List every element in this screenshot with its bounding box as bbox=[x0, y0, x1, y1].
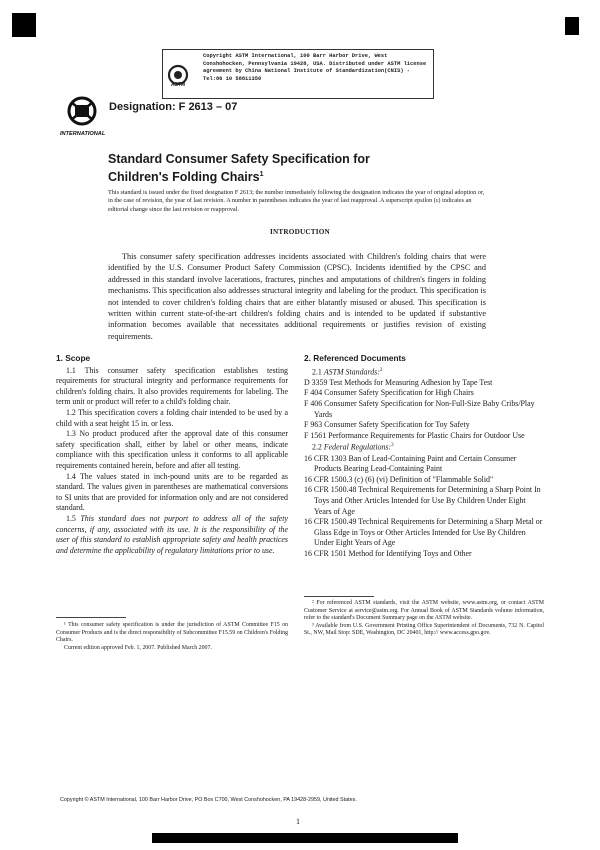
title-footnote-ref: 1 bbox=[259, 171, 264, 178]
page-footer: Copyright © ASTM International, 100 Barr Harbor Drive, PO Box C700, West Conshohocken, PA 19428-2959, United States. bbox=[60, 797, 357, 803]
astm-standards-label: ASTM Standards: bbox=[323, 367, 380, 377]
copyright-notice: Copyright ASTM International, 100 Barr Harbor Drive, West Conshohocken, Pennsylvania 19428, USA. Distributed under ASTM license agreement by China National Institute of Standardization(CNIS) - Tel:86 10 58811350 bbox=[203, 53, 427, 82]
scope-heading: 1. Scope bbox=[56, 353, 91, 363]
astm-emblem-icon bbox=[167, 62, 197, 88]
reference-item: F 1561 Performance Requirements for Plastic Chairs for Outdoor Use bbox=[304, 430, 525, 440]
scope-section bbox=[56, 353, 288, 556]
scope-paragraph-1-2: 1.2 This specification covers a folding chair intended to be used by a child with a seat height 15 in. or less. bbox=[56, 407, 288, 428]
reference-item: 16 CFR 1500.48 Technical Requirements for Determining a Sharp Point In Toys and Other Articles Intended for Use By Children Under Eight Years of Age bbox=[304, 485, 541, 516]
footnote-1: ¹ This consumer safety specification is under the jurisdiction of ASTM Committee F15 on Consumer Products and is the direct responsibility of Subcommittee F15.59 on Children's Folding Chairs. bbox=[56, 622, 288, 644]
scope-paragraph-1-4: 1.4 The values stated in inch-pound units are to be regarded as standard. The values given in parentheses are mathematical conversions to SI units that are provided for information only and are not considered standard. bbox=[56, 471, 288, 513]
emblem-text: ASTM bbox=[171, 82, 186, 88]
reference-item: F 963 Consumer Safety Specification for Toy Safety bbox=[304, 420, 470, 430]
document-title bbox=[108, 152, 370, 185]
scope-paragraph-1-5-number: 1.5 bbox=[66, 513, 81, 523]
footnote-rule-right bbox=[304, 596, 374, 597]
logo-text: INTERNATIONAL bbox=[60, 131, 105, 137]
reference-item: 16 CFR 1500.3 (c) (6) (vi) Definition of "Flammable Solid" bbox=[304, 474, 494, 484]
federal-regulations-subheading bbox=[304, 441, 544, 453]
title-line-1: Standard Consumer Safety Specification for bbox=[108, 152, 370, 166]
introduction-heading: INTRODUCTION bbox=[270, 228, 330, 236]
designation: Designation: F 2613 – 07 bbox=[109, 101, 238, 113]
copyright-box bbox=[162, 49, 434, 99]
issuance-note: This standard is issued under the fixed designation F 2613; the number immediately following the designation indicates the year of original adoption or, in the case of revision, the year of last revision. A number in parentheses indicates the year of last reapproval. A superscript epsilon (ε) indicates an editorial change since the last revision or reapproval. bbox=[108, 189, 485, 213]
introduction-text: This consumer safety specification addresses incidents associated with Children's folding chairs that were identified by the U.S. Consumer Product Safety Commission (CPSC). Incidents identified by the CPSC and addressed in this standard involve lacerations, fractures, pinches and amputations of children's fingers in folding mechanisms. This specification also addresses structural integrity and labeling for the product. This specification is not intended to cover children's folding chairs that are either blatantly misused or abused. This specification is written within current state-of-the-art children's folding chairs and is intended to be updated if substantive information becomes available that necessitates additional requirements or justifies revision of existing requirements. bbox=[108, 252, 486, 341]
redaction-bar-top-right bbox=[565, 17, 579, 35]
federal-regulations-number: 2.2 bbox=[312, 443, 324, 452]
scope-paragraph-1-5-text: This standard does not purport to address all of the safety concerns, if any, associated with its use. It is the responsibility of the user of this standard to establish appropriate safety and health practices and determine the applicability of regulatory limitations prior to use. bbox=[56, 513, 288, 555]
astm-standards-number: 2.1 bbox=[312, 367, 324, 377]
footnote-1-edition: Current edition approved Feb. 1, 2007. Published March 2007. bbox=[64, 644, 212, 651]
astm-standards-subheading bbox=[304, 366, 544, 378]
reference-item: D 3359 Test Methods for Measuring Adhesion by Tape Test bbox=[304, 377, 493, 387]
reference-item: 16 CFR 1501 Method for Identifying Toys and Other bbox=[304, 548, 472, 558]
scope-paragraph-1-1: 1.1 This consumer safety specification establishes testing requirements for structural integrity and performance requirements for children's folding chairs. It also provides requirements for labeling. The term unit or product will refer to a child's folding chair. bbox=[56, 365, 288, 407]
federal-regulations-label: Federal Regulations: bbox=[323, 443, 392, 452]
redaction-bar-top-left bbox=[12, 13, 36, 37]
reference-item: F 406 Consumer Safety Specification for Non-Full-Size Baby Cribs/Play Yards bbox=[304, 399, 535, 419]
reference-item: 16 CFR 1303 Ban of Lead-Containing Paint and Certain Consumer Products Bearing Lead-Containing Paint bbox=[304, 453, 517, 474]
astm-footnote-ref: 2 bbox=[379, 367, 383, 373]
footnote-rule-left bbox=[56, 617, 126, 618]
footnote-3: ³ Available from U.S. Government Printing Office Superintendent of Documents, 732 N. Capitol St., NW, Mail Stop: SDE, Washington, DC 20401, http:// www.access.gpo.gov. bbox=[304, 622, 544, 637]
reference-item: F 404 Consumer Safety Specification for High Chairs bbox=[304, 388, 474, 398]
redaction-bar-bottom bbox=[152, 833, 458, 843]
referenced-documents-heading: 2. Referenced Documents bbox=[304, 353, 406, 363]
page-number: 1 bbox=[296, 817, 300, 826]
footnote-2: ² For referenced ASTM standards, visit the ASTM website, www.astm.org, or contact ASTM Customer Service at service@astm.org. For Annual Book of ASTM Standards volume information, refer to the standard's Document Summary page on the ASTM website. bbox=[304, 600, 544, 622]
federal-footnote-ref: 3 bbox=[391, 443, 394, 449]
astm-logo-icon bbox=[59, 94, 105, 138]
footnote-right bbox=[304, 600, 544, 638]
referenced-documents-section bbox=[304, 353, 544, 560]
title-line-2: Children's Folding Chairs bbox=[108, 170, 260, 185]
reference-item: 16 CFR 1500.49 Technical Requirements for Determining a Sharp Metal or Glass Edge in Toys or Other Articles Intended for Use By Children Under Eight Years of Age bbox=[304, 517, 543, 548]
footnote-left bbox=[56, 622, 288, 652]
scope-paragraph-1-3: 1.3 No product produced after the approval date of this consumer safety specification shall, either by label or other means, indicate compliance with this specification unless it conforms to all applicable requirements contained herein, before and after all testing. bbox=[56, 429, 288, 470]
scope-paragraph-1-5 bbox=[56, 514, 288, 556]
